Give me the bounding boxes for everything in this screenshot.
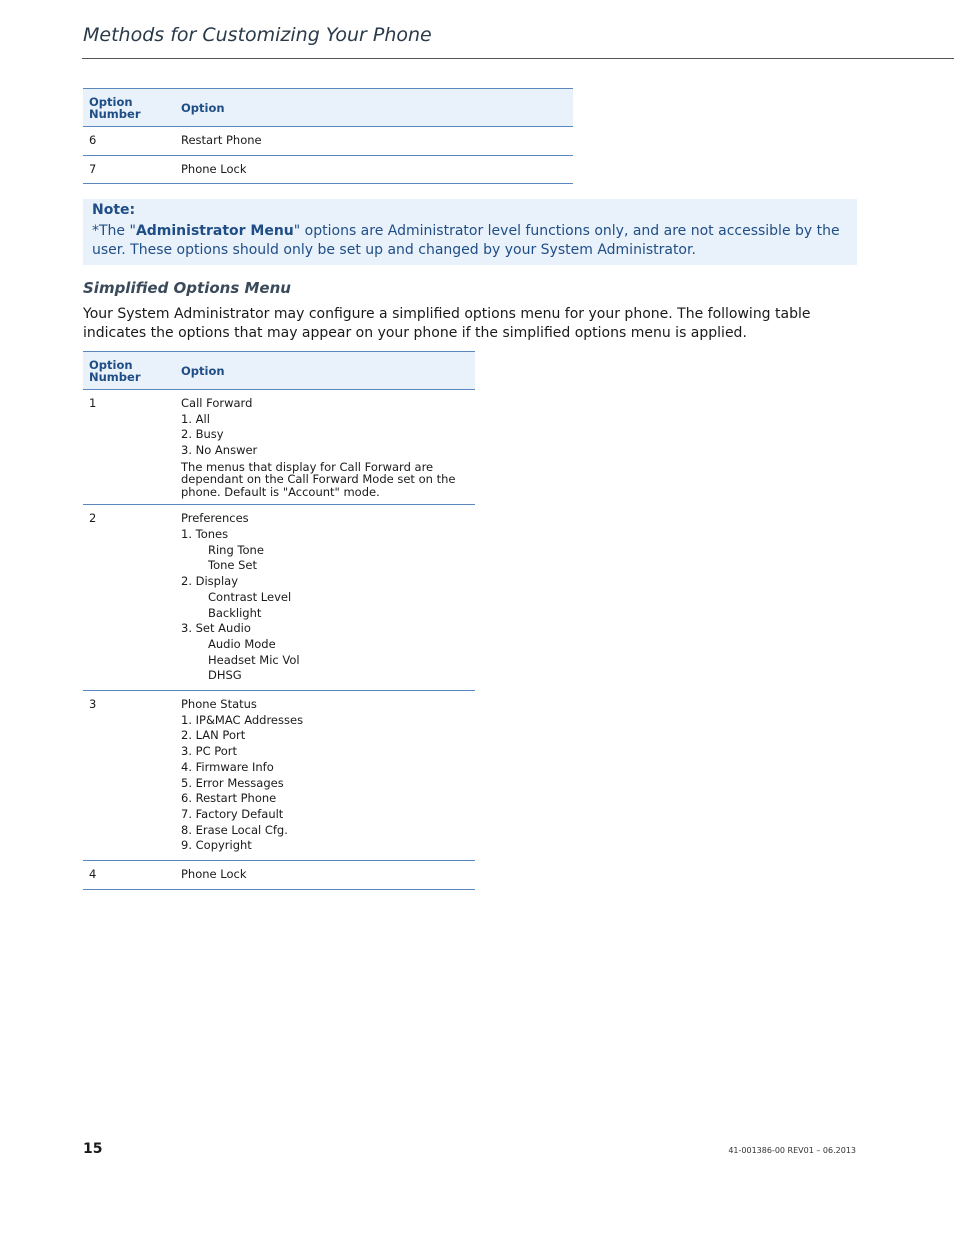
column-header-option: Option: [175, 352, 475, 390]
page-number: 15: [83, 1141, 103, 1157]
option-cell: [175, 505, 475, 691]
column-header-option: Option: [175, 89, 573, 127]
options-table-top: [83, 88, 573, 184]
table-row: [83, 691, 475, 861]
sub-list-item: Headset Mic Vol: [208, 652, 300, 667]
list-item: 4. Firmware Info: [181, 759, 274, 774]
list-item: 8. Erase Local Cfg.: [181, 822, 288, 837]
note-text-start: *The ": [92, 223, 136, 239]
table-row: [83, 505, 475, 691]
sub-list-item: Audio Mode: [208, 636, 276, 651]
list-item: 2. LAN Port: [181, 728, 246, 743]
option-cell: [175, 691, 475, 861]
note-body: [92, 222, 847, 260]
note-text-end: " options are Administrator level functions only, and are not accessible by the user. These options should only be set up and changed by your System Administrator.: [92, 223, 840, 258]
option-title: Phone Lock: [181, 867, 247, 882]
sub-list-item: Tone Set: [208, 558, 258, 573]
sub-list-item: Ring Tone: [208, 542, 264, 557]
list-item: 1. Tones: [181, 527, 229, 542]
option-cell: [175, 390, 475, 505]
note-box: [83, 199, 857, 265]
table-row: [83, 155, 573, 184]
list-item: 3. Set Audio: [181, 621, 251, 636]
table-row: [83, 861, 475, 890]
sub-list-item: Backlight: [208, 605, 262, 620]
section-title: Simplified Options Menu: [83, 279, 291, 297]
option-number-cell: 1: [83, 390, 175, 505]
list-item: 3. PC Port: [181, 744, 238, 759]
option-number-cell: 2: [83, 505, 175, 691]
option-title: Call Forward: [181, 396, 253, 410]
option-cell: Restart Phone: [175, 127, 573, 156]
option-cell: Phone Lock: [175, 155, 573, 184]
document-id: 41-001386-00 REV01 – 06.2013: [728, 1146, 856, 1155]
sub-list-item: DHSG: [208, 668, 242, 683]
column-header-option-number: Option Number: [83, 352, 175, 390]
option-number-cell: 7: [83, 155, 175, 184]
section-paragraph: Your System Administrator may configure a simplified options menu for your phone. The following table indicates the options that may appear on your phone if the simplified options menu is applied.: [83, 306, 811, 341]
list-item: 2. Display: [181, 574, 239, 589]
list-item: 1. IP&MAC Addresses: [181, 712, 304, 727]
list-item: 5. Error Messages: [181, 775, 284, 790]
table-row: [83, 390, 475, 505]
column-header-option-number: Option Number: [83, 89, 175, 127]
option-note: The menus that display for Call Forward are dependant on the Call Forward Mode set on the phone. Default is "Account" mode.: [181, 459, 456, 499]
list-item: 2. Busy: [181, 427, 224, 442]
option-number-cell: 4: [83, 861, 175, 890]
list-item: 1. All: [181, 411, 210, 426]
option-cell: [175, 861, 475, 890]
sub-list-item: Contrast Level: [208, 589, 292, 604]
list-item: 6. Restart Phone: [181, 791, 277, 806]
table-row: [83, 127, 573, 156]
option-number-cell: 6: [83, 127, 175, 156]
page-header-title: Methods for Customizing Your Phone: [83, 24, 432, 46]
note-title: Note:: [92, 202, 136, 218]
note-text-bold: Administrator Menu: [135, 223, 294, 239]
simplified-options-table: [83, 351, 475, 890]
list-item: 9. Copyright: [181, 838, 252, 853]
header-divider: [82, 58, 954, 59]
option-number-cell: 3: [83, 691, 175, 861]
list-item: 3. No Answer: [181, 443, 258, 458]
option-title: Phone Status: [181, 697, 257, 712]
option-title: Preferences: [181, 511, 249, 526]
list-item: 7. Factory Default: [181, 806, 284, 821]
